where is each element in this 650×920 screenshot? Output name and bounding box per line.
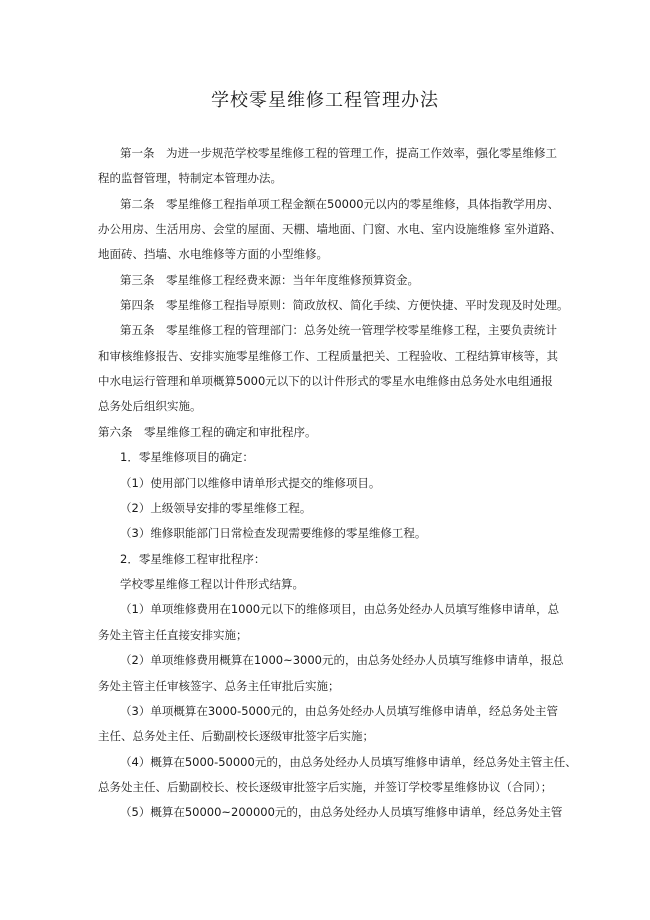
- text-line: 办公用房、生活用房、会堂的屋面、天棚、墙地面、门窗、水电、室内设施维修 室外道路、: [98, 222, 562, 236]
- text-line: 和审核维修报告、安排实施零星维修工作、工程质量把关、工程验收、工程结算审核等，其: [98, 349, 558, 363]
- text-line: 第三条 零星维修工程经费来源：当年年度维修预算资金。: [120, 273, 419, 287]
- text-line: （1）单项维修费用在1000元以下的维修项目，由总务处经办人员填写维修申请单，总: [120, 602, 560, 616]
- text-line: 程的监督管理，特制定本管理办法。: [98, 171, 282, 185]
- text-line: （3）维修职能部门日常检查发现需要维修的零星维修工程。: [120, 526, 427, 540]
- text-line: 主任、总务处主任、后勤副校长逐级审批签字后实施；: [98, 729, 374, 743]
- text-line: （4）概算在5000-50000元的，由总务处经办人员填写维修申请单，经总务处主管主任、: [120, 755, 577, 769]
- text-line: 第二条 零星维修工程指单项工程金额在50000元以内的零星维修，具体指教学用房、: [120, 197, 560, 211]
- text-line: （3）单项概算在3000-5000元的，由总务处经办人员填写维修申请单，经总务处主管: [120, 704, 558, 718]
- text-line: （1）使用部门以维修申请单形式提交的维修项目。: [120, 476, 381, 490]
- text-line: （2）单项维修费用概算在1000~3000元的，由总务处经办人员填写维修申请单，报总: [120, 653, 564, 667]
- text-line: 务处主管主任直接安排实施；: [98, 628, 248, 642]
- text-line: 第四条 零星维修工程指导原则：简政放权、简化手续、方便快捷、平时发现及时处理。: [120, 298, 569, 312]
- text-line: （5）概算在50000~200000元的，由总务处经办人员填写维修申请单，经总务处主管: [120, 805, 563, 819]
- text-line: 第五条 零星维修工程的管理部门：总务处统一管理学校零星维修工程，主要负责统计: [120, 323, 557, 337]
- text-line: 务处主管主任审核签字、总务主任审批后实施；: [98, 679, 340, 693]
- text-line: 总务处后组织实施。: [98, 399, 202, 413]
- text-line: 第六条 零星维修工程的确定和审批程序。: [98, 425, 317, 439]
- text-line: 中水电运行管理和单项概算5000元以下的以计件形式的零星水电维修由总务处水电组通报: [98, 374, 553, 388]
- text-line: 学校零星维修工程以计件形式结算。: [120, 577, 304, 591]
- text-line: （2）上级领导安排的零星维修工程。: [120, 501, 312, 515]
- document-title: 学校零星维修工程管理办法: [211, 90, 439, 111]
- text-line: 第一条 为进一步规范学校零星维修工程的管理工作，提高工作效率，强化零星维修工: [120, 146, 557, 160]
- text-line: 2．零星维修工程审批程序：: [120, 552, 266, 566]
- text-line: 1．零星维修项目的确定：: [120, 450, 254, 464]
- text-line: 总务处主任、后勤副校长、校长逐级审批签字后实施，并签订学校零星维修协议（合同）；: [98, 780, 553, 794]
- text-line: 地面砖、挡墙、水电维修等方面的小型维修。: [98, 247, 328, 261]
